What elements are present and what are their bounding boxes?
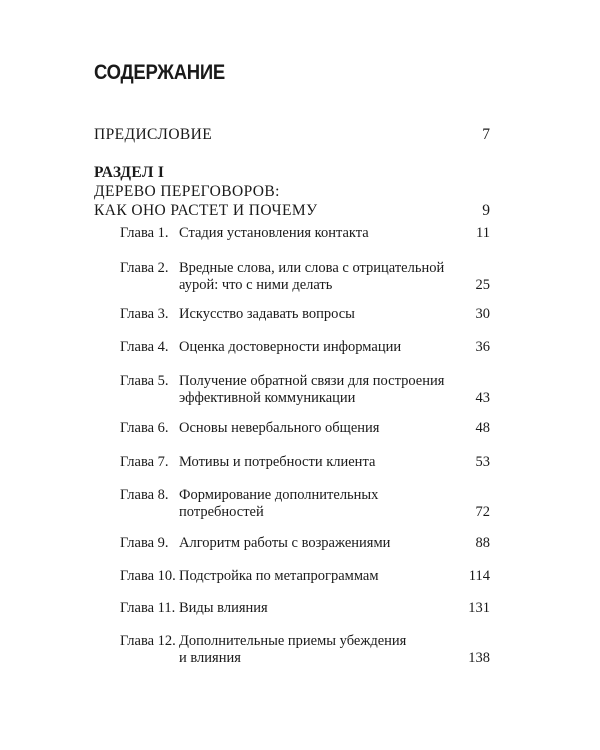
page-number: 11 bbox=[476, 225, 490, 241]
chapter-title-line-1: Вредные слова, или слова с отрицательной bbox=[179, 260, 445, 276]
toc-entry-chapter-6[interactable] bbox=[120, 420, 490, 437]
chapter-label: Глава 4. bbox=[120, 339, 169, 355]
toc-entry-chapter-1[interactable] bbox=[120, 225, 490, 242]
toc-entry-chapter-5[interactable] bbox=[120, 373, 490, 407]
chapter-label: Глава 3. bbox=[120, 306, 169, 322]
page-number: 7 bbox=[482, 126, 490, 143]
page-number: 138 bbox=[468, 650, 490, 666]
page-number: 30 bbox=[475, 306, 490, 322]
toc-entry-chapter-4[interactable] bbox=[120, 339, 490, 356]
chapter-label: Глава 2. bbox=[120, 260, 169, 276]
toc-entry-chapter-3[interactable] bbox=[120, 306, 490, 323]
toc-entry-section-1[interactable] bbox=[94, 163, 490, 220]
entry-title: ПРЕДИСЛОВИЕ bbox=[94, 126, 213, 143]
page-number: 25 bbox=[475, 277, 490, 293]
chapter-label: Глава 9. bbox=[120, 535, 169, 551]
chapter-title-line-1: Основы невербального общения bbox=[179, 420, 380, 436]
page-number: 43 bbox=[475, 390, 490, 406]
page-number: 131 bbox=[468, 600, 490, 616]
chapter-title-line-2: потребностей bbox=[179, 504, 264, 520]
page-number: 114 bbox=[468, 568, 490, 584]
chapter-title-line-1: Стадия установления контакта bbox=[179, 225, 369, 241]
chapter-label: Глава 7. bbox=[120, 454, 169, 470]
toc-entry-chapter-10[interactable] bbox=[120, 568, 490, 585]
page-number: 72 bbox=[475, 504, 490, 520]
toc-entry-chapter-12[interactable] bbox=[120, 633, 490, 667]
chapter-title-line-1: Формирование дополнительных bbox=[179, 487, 379, 503]
page-number: 48 bbox=[475, 420, 490, 436]
page-title: СОДЕРЖАНИЕ bbox=[94, 61, 225, 84]
chapter-title-line-1: Оценка достоверности информации bbox=[179, 339, 402, 355]
chapter-title-line-1: Получение обратной связи для построения bbox=[179, 373, 445, 389]
chapter-title-line-2: аурой: что с ними делать bbox=[179, 277, 333, 293]
toc-entry-chapter-2[interactable] bbox=[120, 260, 490, 294]
chapter-title-line-2: эффективной коммуникации bbox=[179, 390, 356, 406]
chapter-label: Глава 6. bbox=[120, 420, 169, 436]
toc-entry-chapter-9[interactable] bbox=[120, 535, 490, 552]
chapter-label: Глава 8. bbox=[120, 487, 169, 503]
chapter-title-line-1: Мотивы и потребности клиента bbox=[179, 454, 376, 470]
section-label: РАЗДЕЛ I bbox=[94, 164, 165, 181]
section-title-line-1: ДЕРЕВО ПЕРЕГОВОРОВ: bbox=[94, 183, 280, 200]
chapter-label: Глава 10. bbox=[120, 568, 176, 584]
chapter-title-line-2: и влияния bbox=[179, 650, 241, 666]
page-number: 53 bbox=[475, 454, 490, 470]
toc-entry-chapter-8[interactable] bbox=[120, 487, 490, 521]
chapter-label: Глава 5. bbox=[120, 373, 169, 389]
page-number: 36 bbox=[475, 339, 490, 355]
section-title-line-2: КАК ОНО РАСТЕТ И ПОЧЕМУ bbox=[94, 202, 318, 219]
page-number: 9 bbox=[482, 202, 490, 219]
chapter-title-line-1: Подстройка по метапрограммам bbox=[179, 568, 379, 584]
page-number: 88 bbox=[475, 535, 490, 551]
toc-entry-chapter-7[interactable] bbox=[120, 454, 490, 471]
chapter-label: Глава 12. bbox=[120, 633, 176, 649]
toc-entry-chapter-11[interactable] bbox=[120, 600, 490, 617]
chapter-label: Глава 11. bbox=[120, 600, 176, 616]
chapter-label: Глава 1. bbox=[120, 225, 169, 241]
chapter-title-line-1: Искусство задавать вопросы bbox=[179, 306, 355, 322]
chapter-title-line-1: Дополнительные приемы убеждения bbox=[179, 633, 407, 649]
toc-entry-preface[interactable] bbox=[94, 125, 490, 144]
chapter-title-line-1: Виды влияния bbox=[179, 600, 268, 616]
chapter-title-line-1: Алгоритм работы с возражениями bbox=[179, 535, 391, 551]
